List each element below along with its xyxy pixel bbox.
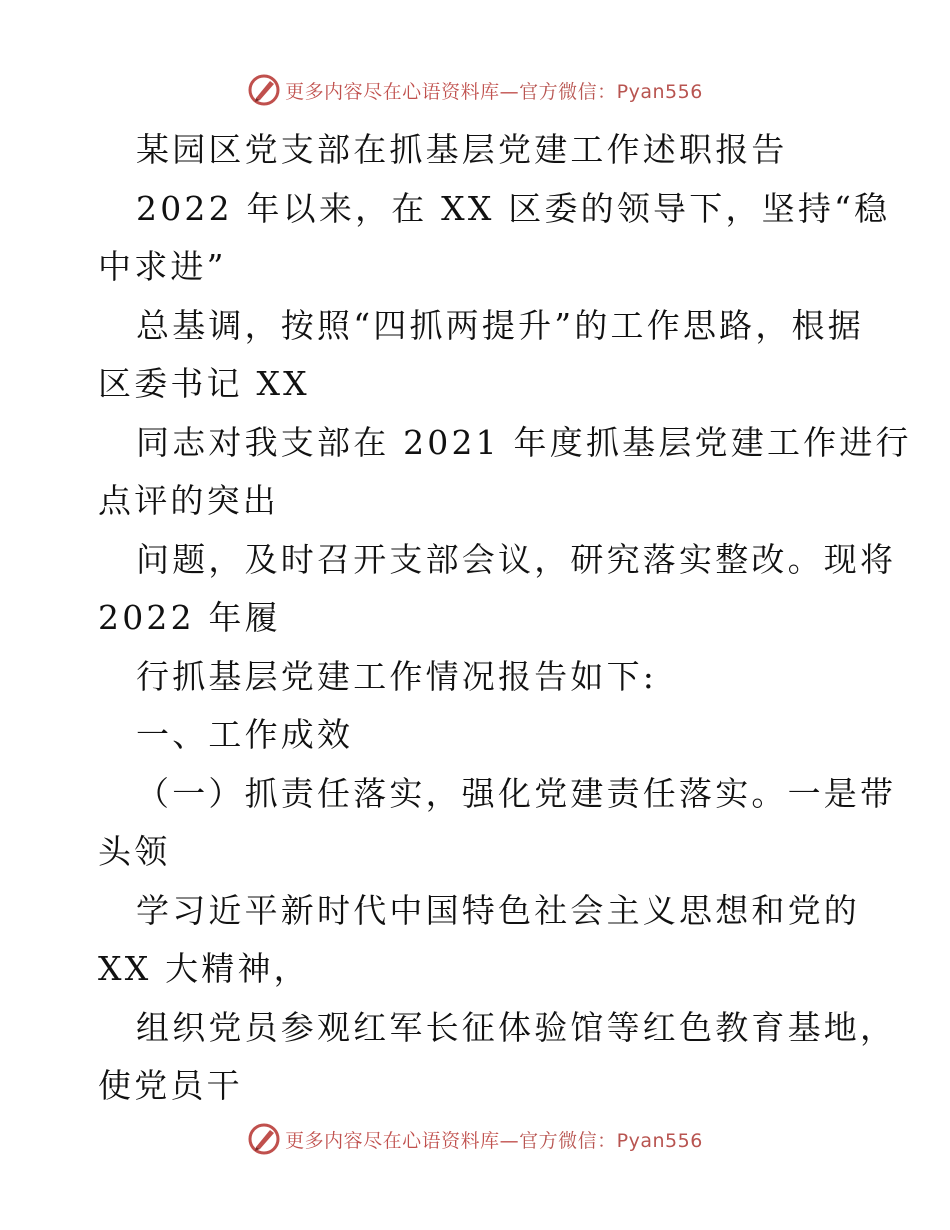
- pen-in-circle-icon: [247, 73, 281, 107]
- text-line: 组织党员参观红军长征体验馆等红色教育基地，: [136, 1007, 897, 1047]
- text-line: 问题，及时召开支部会议，研究落实整改。现将: [136, 539, 897, 579]
- text-line: （一）抓责任落实，强化党建责任落实。一是带: [136, 773, 897, 813]
- document-body: [98, 121, 912, 1116]
- header-watermark-banner: [0, 70, 950, 110]
- banner-main-text: 更多内容尽在心语资料库: [285, 1129, 500, 1152]
- text-line: 行抓基层党建工作情况报告如下:: [136, 656, 658, 696]
- text-line: 学习近平新时代中国特色社会主义思想和党的: [136, 890, 860, 930]
- banner-separator: —: [499, 1129, 520, 1152]
- text-line: 区委书记 XX: [98, 364, 310, 403]
- text-line: 使党员干: [98, 1066, 243, 1105]
- text-line: 总基调，按照“四抓两提升”的工作思路，根据: [136, 305, 864, 345]
- text-line: 同志对我支部在 2021 年度抓基层党建工作进行: [136, 422, 912, 462]
- text-line: 中求进”: [98, 247, 227, 286]
- banner-contact-text: 官方微信：Pyan556: [519, 80, 703, 103]
- banner-contact-text: 官方微信：Pyan556: [519, 1129, 703, 1152]
- banner-text: [285, 77, 703, 104]
- text-line: 某园区党支部在抓基层党建工作述职报告: [136, 130, 788, 169]
- text-line: XX 大精神，: [98, 949, 310, 988]
- banner-main-text: 更多内容尽在心语资料库: [285, 80, 500, 103]
- footer-watermark-banner: [0, 1119, 950, 1159]
- banner-text: [285, 1126, 703, 1153]
- text-line: 一、工作成效: [136, 715, 354, 754]
- text-line: 头领: [98, 832, 171, 871]
- text-line: 点评的突出: [98, 481, 279, 520]
- banner-separator: —: [499, 80, 520, 103]
- text-line: 2022 年履: [98, 598, 281, 637]
- pen-in-circle-icon: [247, 1122, 281, 1156]
- text-line: 2022 年以来，在 XX 区委的领导下，坚持“稳: [136, 188, 891, 228]
